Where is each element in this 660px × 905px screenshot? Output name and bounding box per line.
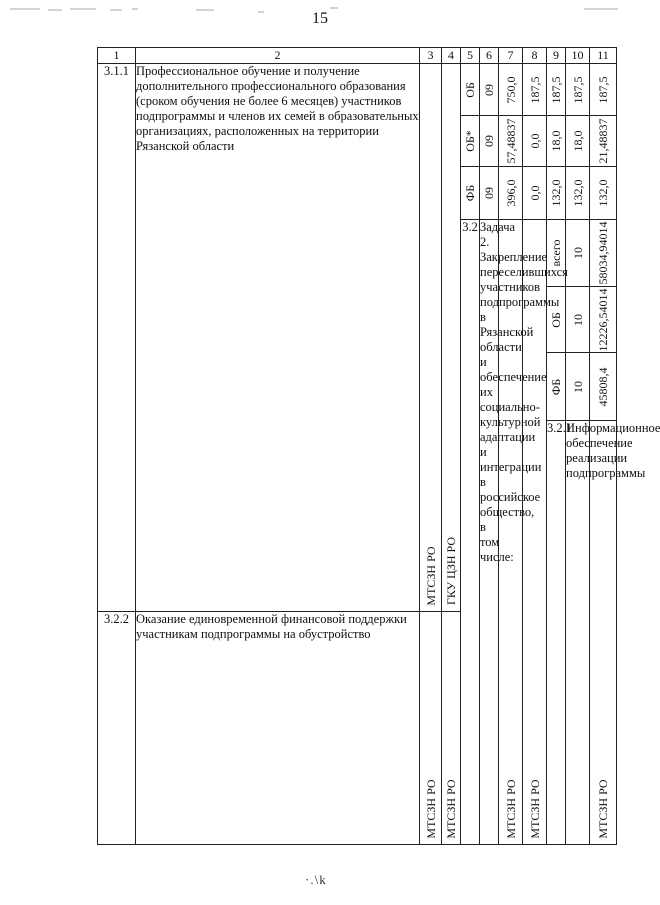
funding-column — [590, 64, 617, 220]
funding-column — [461, 64, 480, 220]
funding-value: 187,5 — [596, 76, 610, 103]
funding-value: 57,48837 — [503, 118, 518, 164]
funding-value: 58034,94014 — [596, 221, 610, 285]
executor-cell — [590, 421, 617, 845]
funding-value: 396,0 — [503, 179, 518, 207]
header-cell: 7 — [499, 48, 523, 64]
item-description: Задача 2. Закрепление переселившихся участников подпрограммы в Рязанской области и обеспечение их социально-культурной адаптации и интеграции в российское общество, в том числе: — [480, 220, 499, 845]
funding-value: ФБ — [549, 378, 563, 395]
handwritten-signature: ·.\k — [305, 872, 327, 887]
funding-column — [523, 64, 547, 220]
executor-label: МТСЗН РО — [423, 778, 438, 839]
executor-label: МТСЗН РО — [444, 778, 458, 839]
funding-value: 10 — [570, 380, 585, 393]
funding-value: 132,0 — [549, 179, 563, 207]
executor-label: МТСЗН РО — [596, 778, 610, 839]
executor-label: ГКУ ЦЗН РО — [444, 536, 458, 606]
item-description: Оказание единовременной финансовой поддержки участникам подпрограммы на обустройство — [136, 612, 420, 845]
header-row — [98, 48, 617, 64]
funding-value: 18,0 — [549, 130, 563, 152]
executor-label: МТСЗН РО — [423, 545, 438, 606]
funding-value: 12226,54014 — [596, 288, 610, 351]
funding-value: 18,0 — [570, 130, 585, 152]
funding-value: ОБ* — [463, 130, 477, 152]
executor-cell — [523, 220, 547, 845]
funding-value: ФБ — [463, 184, 477, 202]
funding-column — [547, 220, 566, 421]
funding-value: 132,0 — [570, 179, 585, 207]
header-cell: 6 — [480, 48, 499, 64]
header-cell: 1 — [98, 48, 136, 64]
executor-cell — [442, 64, 461, 612]
executor-label: МТСЗН РО — [503, 778, 518, 839]
item-description: Профессиональное обучение и получение дополнительного профессионального образования (сроком обучения не более 6 месяцев) участников подпрограммы и членов их семей в образовательных организациях, расположенных на территории Рязанской области — [136, 64, 420, 612]
funding-value: ОБ — [549, 311, 563, 328]
funding-value: 45808,4 — [596, 367, 610, 406]
funding-column — [590, 220, 617, 421]
funding-value: 187,5 — [527, 76, 542, 103]
funding-value: всего — [549, 239, 563, 267]
funding-value: 10 — [570, 313, 585, 326]
funding-column — [566, 220, 590, 421]
funding-value: ОБ — [463, 81, 477, 98]
header-cell: 4 — [442, 48, 461, 64]
funding-value: 187,5 — [570, 76, 585, 103]
funding-value: 0,0 — [527, 133, 542, 149]
item-description: Информационное обеспечение реализации подпрограммы — [566, 421, 590, 845]
funding-value: 187,5 — [549, 76, 563, 103]
item-number: 3.2 — [461, 220, 480, 845]
item-number: 3.2.1 — [547, 421, 566, 845]
page-number: 15 — [312, 10, 328, 27]
executor-cell — [499, 220, 523, 845]
funding-value: 10 — [570, 247, 585, 259]
executor-cell — [442, 612, 461, 845]
funding-value: 09 — [482, 83, 496, 96]
header-cell: 11 — [590, 48, 617, 64]
executor-label: МТСЗН РО — [527, 778, 542, 839]
funding-column — [547, 64, 566, 220]
funding-value: 132,0 — [596, 179, 610, 207]
header-cell: 3 — [420, 48, 442, 64]
header-cell: 5 — [461, 48, 480, 64]
funding-value: 750,0 — [503, 76, 518, 103]
funding-column — [566, 64, 590, 220]
header-cell: 2 — [136, 48, 420, 64]
program-table — [97, 47, 660, 845]
funding-column — [499, 64, 523, 220]
funding-value: 0,0 — [527, 185, 542, 201]
item-number: 3.1.1 — [98, 64, 136, 612]
funding-column — [480, 64, 499, 220]
item-number: 3.2.2 — [98, 612, 136, 845]
funding-value: 21,48837 — [596, 118, 610, 164]
row-3-1-1 — [98, 64, 617, 220]
funding-value: 09 — [482, 187, 496, 199]
funding-value: 09 — [482, 135, 496, 147]
executor-cell — [420, 64, 442, 612]
header-cell: 9 — [547, 48, 566, 64]
header-cell: 8 — [523, 48, 547, 64]
executor-cell — [420, 612, 442, 845]
header-cell: 10 — [566, 48, 590, 64]
